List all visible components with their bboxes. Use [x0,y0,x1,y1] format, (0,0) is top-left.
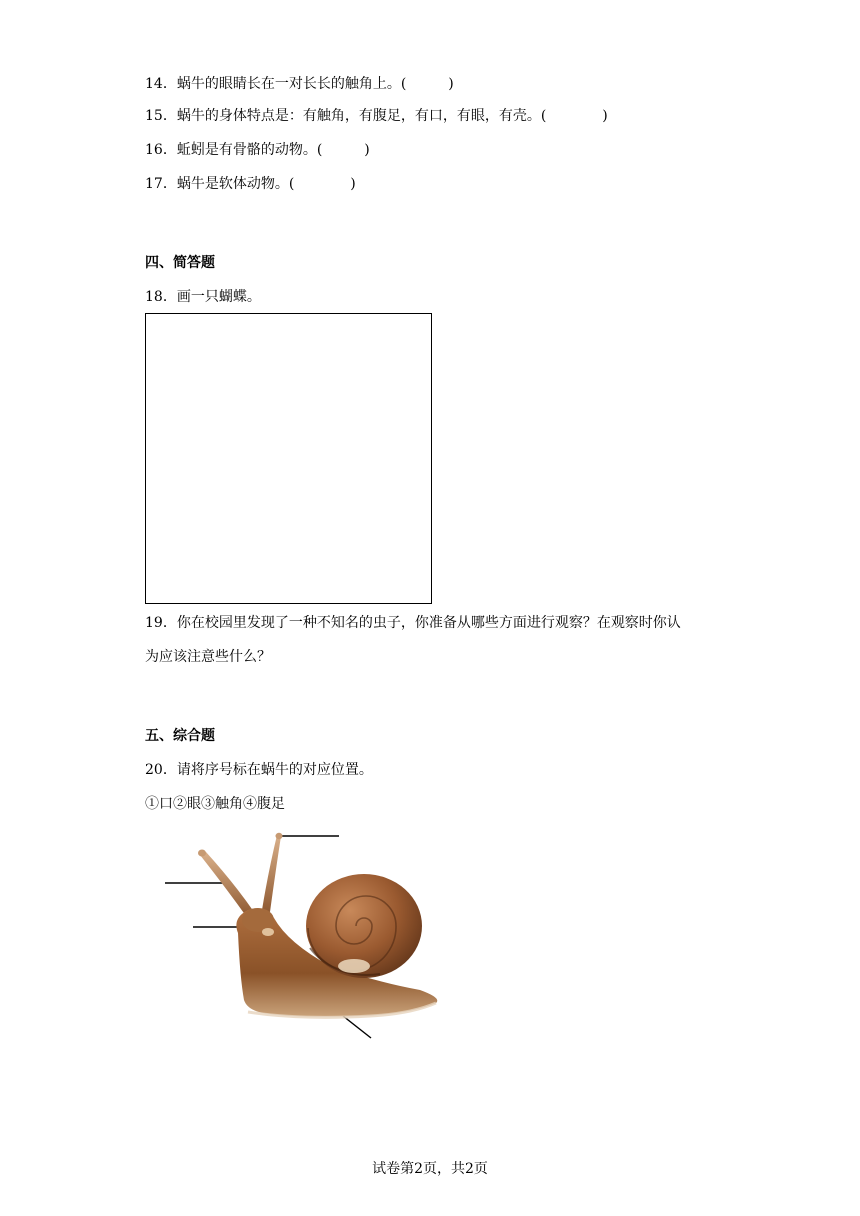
question-16: 16．蚯蚓是有骨骼的动物。( ) [145,142,370,158]
label-line-foot [343,1016,371,1038]
snail-part-options: ①口②眼③触角④腹足 [145,796,285,812]
snail-tentacle-left [200,852,254,916]
question-17: 17．蜗牛是软体动物。( ) [145,176,356,192]
snail-tentacle-right [262,835,281,912]
page-footer: 试卷第2页，共2页 [372,1161,488,1177]
question-19-line-1: 19．你在校园里发现了一种不知名的虫子，你准备从哪些方面进行观察？在观察时你认 [145,615,681,631]
section-heading-short-answer: 四、简答题 [145,255,215,271]
question-15: 15．蜗牛的身体特点是：有触角，有腹足，有口，有眼，有壳。( ) [145,108,608,124]
question-19-line-2: 为应该注意些什么？ [145,649,271,665]
question-14: 14．蜗牛的眼睛长在一对长长的触角上。( ) [145,76,454,92]
snail-diagram [160,828,450,1040]
section-heading-comprehensive: 五、综合题 [145,728,215,744]
question-18: 18．画一只蝴蝶。 [145,289,261,305]
question-20: 20．请将序号标在蜗牛的对应位置。 [145,762,373,778]
drawing-answer-box[interactable] [145,313,432,604]
